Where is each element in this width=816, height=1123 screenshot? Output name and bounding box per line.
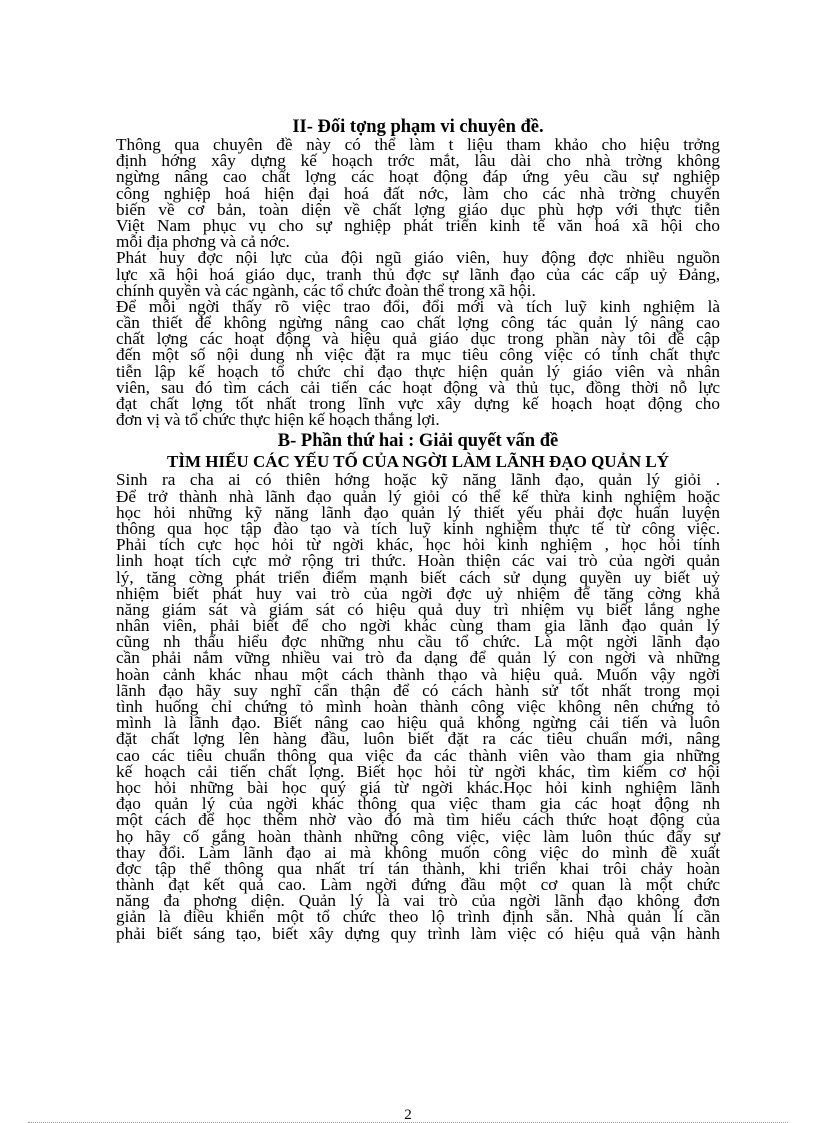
chapter-heading: TÌM HIỂU CÁC YẾU TỐ CỦA NGỜI LÀM LÃNH ĐẠO QUẢN LÝ	[166, 452, 669, 472]
text-line: năng giám sát và giám sát có hiệu quả duy trì nhiệm vụ biết lắng nghe	[116, 599, 720, 619]
text-line: năng đa phơng diện. Quản lý là vai trò của ngời lãnh đạo không đơn	[116, 891, 720, 911]
text-line: kế hoạch cải tiến chất lợng. Biết học hỏi từ ngời khác, tìm kiếm cơ hội	[116, 761, 720, 781]
text-line: tiễn lập kế hoạch tổ chức chỉ đạo thực hiện quản lý giáo viên và nhân	[116, 361, 720, 381]
text-line: Thông qua chuyên đề này có thể làm t liệu tham khảo cho hiệu trởng	[116, 135, 720, 154]
text-line: học hỏi những kỹ năng lãnh đạo quản lý thiết yếu phải đợc huấn luyện	[116, 502, 720, 522]
text-line: định hớng xây dựng kế hoạch trớc mắt, lâu dài cho nhà trờng không	[116, 151, 720, 171]
text-line: viên, sau đó tìm cách cải tiến các hoạt động và thủ tục, đồng thời nỗ lực	[116, 377, 720, 397]
text-line: thông qua học tập đào tạo và tích luỹ kinh nghiệm thực tế từ công việc.	[116, 518, 720, 538]
text-line: mình là lãnh đạo. Biết nâng cao hiệu quả không ngừng cải tiến và luôn	[116, 713, 720, 733]
paragraph	[116, 137, 720, 250]
text-line: đạt chất lợng tốt nhất trong lĩnh vực xây dựng kế hoạch hoạt động cho	[116, 394, 720, 413]
text-line: chính quyền và các ngành, các tổ chức đoàn thể trong xã hội.	[116, 280, 536, 300]
text-line: học hỏi những bài học quý giá từ ngời khác.Học hỏi kinh nghiệm lãnh	[116, 777, 720, 797]
text-line: cần phải nắm vững nhiều vai trò đa dạng để quản lý con ngời và những	[116, 648, 720, 668]
text-line: Sinh ra cha ai có thiên hớng hoặc kỹ năng lãnh đạo, quản lý giỏi .	[116, 470, 720, 490]
text-line: đặt chất lợng lên hàng đầu, luôn biết đặt ra các tiêu chuẩn mới, nâng	[116, 729, 720, 749]
text-line: giản là điều khiển một tổ chức theo lộ trình định sẵn. Nhà quản lí cần	[116, 907, 720, 927]
page-number: 2	[404, 1107, 412, 1123]
text-line: đạo quản lý của ngời khác thông qua việc tham gia các hoạt động nh	[116, 794, 720, 814]
text-line: hoàn cảnh khác nhau một cách thành thạo và hiệu quả. Muốn vậy ngời	[116, 664, 720, 684]
text-line: chất lợng các hoạt động và hiệu quả giáo dục trong phần này tôi đề cập	[116, 329, 720, 349]
text-line: thành đạt kết quả cao. Làm ngời đứng đầu một cơ quan là một chức	[116, 875, 720, 895]
intro-section	[116, 137, 720, 428]
text-line: Việt Nam phục vụ cho sự nghiệp phát triển kinh tế văn hoá xã hội cho	[116, 215, 720, 235]
text-line: họ hãy cố gắng hoàn thành những công việc, việc làm luôn thúc đẩy sự	[116, 826, 720, 846]
text-line: cao các tiêu chuẩn thông qua việc đa các thành viên vào tham gia những	[116, 745, 720, 765]
text-line: thay đổi. Làm lãnh đạo ai mà không muốn công việc do mình đề xuất	[116, 842, 720, 862]
text-line: Phát huy đợc nội lực của đội ngũ giáo viên, huy động đợc nhiều nguồn	[116, 248, 720, 268]
document-page	[116, 117, 720, 942]
text-line: lực xã hội hoá giáo dục, tranh thủ đợc sự lãnh đạo của các cấp uỷ Đảng,	[116, 264, 720, 284]
text-line: đợc tập thể thông qua nhất trí tán thành, khi triển khai trôi chảy hoàn	[116, 858, 720, 878]
body-section	[116, 472, 720, 941]
text-line: đơn vị và tổ chức thực hiện kế hoạch thắng lợi.	[116, 410, 440, 430]
section-heading: II- Đối tợng phạm vi chuyên đề.	[292, 117, 544, 137]
paragraph	[116, 250, 720, 299]
text-line: lý, tăng cờng phát triển điểm mạnh biết cách sử dụng quyền uy biết uỷ	[116, 567, 720, 587]
text-line: đến một số nội dung nh việc đặt ra mục tiêu công việc có tính chất thực	[116, 345, 720, 365]
part-heading: B- Phần thứ hai : Giải quyết vấn đề	[277, 431, 559, 452]
text-line: một cách để học thêm nhờ vào đó mà tìm hiểu cách thức hoạt động của	[116, 810, 720, 830]
text-line: phải biết sáng tạo, biết xây dựng quy trình làm việc có hiệu quả vận hành	[116, 923, 720, 943]
text-line: công nghiệp hoá hiện đại hoá đất nớc, làm cho các nhà trờng chuyển	[116, 183, 720, 203]
text-line: Phải tích cực học hỏi từ ngời khác, học hỏi kinh nghiệm , học hỏi tính	[116, 535, 720, 555]
text-line: cũng nh thấu hiểu đợc những nhu cầu tổ chức. Là một ngời lãnh đạo	[116, 632, 720, 652]
text-line: tình huống chỉ chứng tỏ mình hoàn thành công việc không nên chứng tỏ	[116, 697, 720, 716]
paragraph	[116, 296, 720, 430]
text-line: nhiệm biết phát huy vai trò của ngời đợc uỷ nhiệm để tăng cờng khả	[116, 583, 720, 603]
text-line: cần thiết để không ngừng nâng cao chất lợng công tác quản lý nâng cao	[116, 313, 720, 333]
text-line: lãnh đạo hãy suy nghĩ cẩn thận để có cách hành sử tốt nhất trong mọi	[116, 680, 720, 700]
text-line: nhân viên, phải biết để cho ngời khác cùng tham gia lãnh đạo quản lý	[116, 616, 720, 636]
text-line: ngừng nâng cao chất lợng các hoạt động đáp ứng yêu cầu sự nghiệp	[116, 167, 720, 187]
text-line: Để trở thành nhà lãnh đạo quản lý giỏi có thể kế thừa kinh nghiệm hoặc	[116, 486, 720, 506]
text-line: Để mỗi ngời thấy rõ việc trao đổi, đổi mới và tích luỹ kinh nghiệm là	[116, 296, 720, 316]
text-line: linh hoạt tích cực mở rộng tri thức. Hoàn thiện các vai trò của ngời quản	[116, 551, 720, 571]
text-line: mỗi địa phơng và cả nớc.	[116, 232, 290, 252]
text-line: biến về cơ bản, toàn diện về chất lợng giáo dục phù hợp với thực tiễn	[116, 199, 720, 219]
